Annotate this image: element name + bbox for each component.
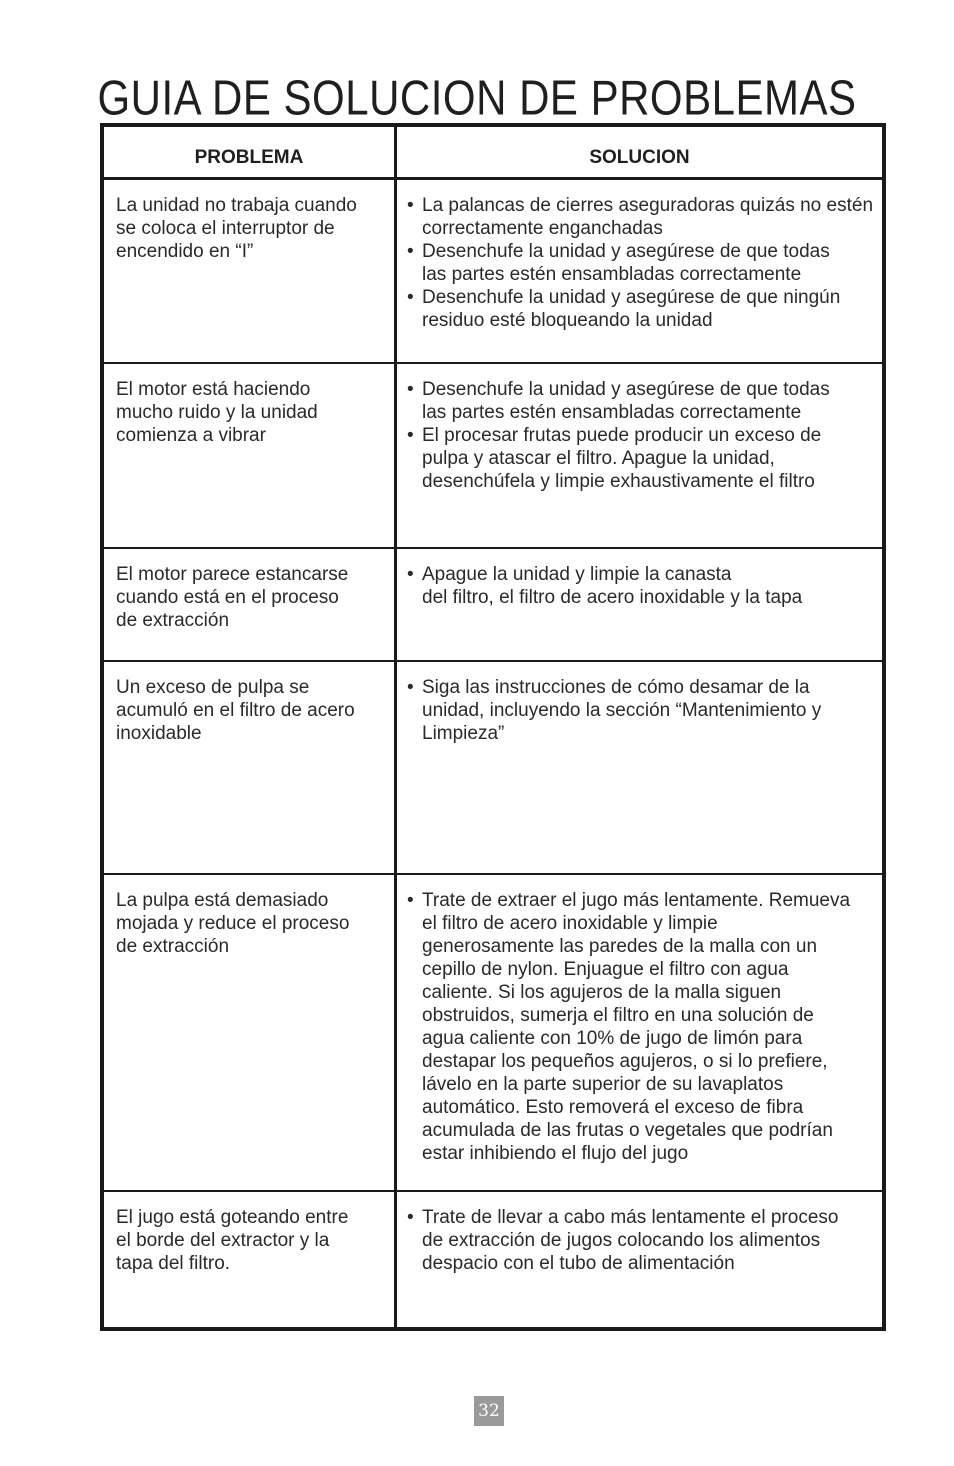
- solution-item: [407, 286, 873, 332]
- solution-cell: [407, 180, 873, 332]
- problem-cell: [116, 549, 376, 632]
- problem-text-line: de extracción: [116, 936, 230, 957]
- bullet-icon: •: [407, 1207, 414, 1228]
- problem-text-line: tapa del filtro.: [116, 1253, 231, 1274]
- problem-text-line: mojada y reduce el proceso: [116, 913, 350, 934]
- solution-cell: [407, 875, 873, 1165]
- solution-column-header: SOLUCION: [589, 147, 690, 168]
- solution-text-line: correctamente enganchadas: [422, 218, 663, 239]
- table-row: [104, 873, 882, 1190]
- solution-text-line: de extracción de jugos colocando los alimentos: [422, 1230, 821, 1251]
- problem-cell: [116, 1192, 376, 1275]
- solution-text-line: lávelo en la parte superior de su lavaplatos: [422, 1074, 784, 1095]
- problem-text-line: encendido en “I”: [116, 241, 254, 262]
- solution-cell: [407, 1192, 873, 1275]
- problem-text-line: El motor está haciendo: [116, 379, 311, 400]
- solution-cell: [407, 364, 873, 493]
- problem-text-line: se coloca el interruptor de: [116, 218, 335, 239]
- problem-text-line: acumuló en el filtro de acero: [116, 700, 355, 721]
- solution-text-line: destapar los pequeños agujeros, o si lo prefiere,: [422, 1051, 828, 1072]
- solution-item: [407, 424, 873, 493]
- solution-text-line: las partes estén ensambladas correctamente: [422, 402, 802, 423]
- bullet-icon: •: [407, 195, 414, 216]
- solution-item: [407, 194, 873, 240]
- table-row: [104, 660, 882, 873]
- solution-text-line: agua caliente con 10% de jugo de limón para: [422, 1028, 803, 1049]
- solution-text-line: Desenchufe la unidad y asegúrese de que todas: [422, 241, 830, 262]
- solution-text-line: del filtro, el filtro de acero inoxidable y la tapa: [422, 587, 803, 608]
- table-row: [104, 547, 882, 660]
- solution-cell: [407, 549, 873, 609]
- solution-text-line: cepillo de nylon. Enjuague el filtro con agua: [422, 959, 789, 980]
- bullet-icon: •: [407, 379, 414, 400]
- problem-cell: [116, 364, 376, 447]
- table-row: [104, 180, 882, 362]
- solution-text-line: acumulada de las frutas o vegetales que podrían: [422, 1120, 833, 1141]
- page-number: 32: [474, 1396, 504, 1426]
- solution-item: [407, 378, 873, 424]
- solution-text-line: El procesar frutas puede producir un exceso de: [422, 425, 822, 446]
- problem-cell: [116, 180, 376, 263]
- bullet-icon: •: [407, 425, 414, 446]
- problem-cell: [116, 875, 376, 958]
- solution-text-line: caliente. Si los agujeros de la malla siguen: [422, 982, 782, 1003]
- solution-text-line: Desenchufe la unidad y asegúrese de que todas: [422, 379, 830, 400]
- solution-text-line: automático. Esto removerá el exceso de fibra: [422, 1097, 804, 1118]
- problem-column-header: PROBLEMA: [194, 147, 304, 168]
- solution-text-line: desenchúfela y limpie exhaustivamente el filtro: [422, 471, 815, 492]
- solution-text-line: estar inhibiendo el flujo del jugo: [422, 1143, 689, 1164]
- solution-cell: [407, 662, 873, 745]
- solution-text-line: las partes estén ensambladas correctamente: [422, 264, 802, 285]
- solution-text-line: Apague la unidad y limpie la canasta: [422, 564, 732, 585]
- solution-text-line: Trate de llevar a cabo más lentamente el proceso: [422, 1207, 839, 1228]
- problem-text-line: El jugo está goteando entre: [116, 1207, 349, 1228]
- solution-item: [407, 563, 873, 609]
- bullet-icon: •: [407, 564, 414, 585]
- solution-item: [407, 889, 873, 1165]
- problem-text-line: El motor parece estancarse: [116, 564, 349, 585]
- page-title: GUIA DE SOLUCION DE PROBLEMAS: [97, 69, 857, 126]
- table-row: [104, 362, 882, 547]
- bullet-icon: •: [407, 677, 414, 698]
- solution-text-line: Limpieza”: [422, 723, 505, 744]
- solution-text-line: La palancas de cierres aseguradoras quizás no estén: [422, 195, 874, 216]
- problem-text-line: La unidad no trabaja cuando: [116, 195, 357, 216]
- problem-text-line: Un exceso de pulpa se: [116, 677, 310, 698]
- solution-text-line: Trate de extraer el jugo más lentamente. Remueva: [422, 890, 851, 911]
- problem-text-line: comienza a vibrar: [116, 425, 266, 446]
- solution-text-line: obstruidos, sumerja el filtro en una solución de: [422, 1005, 814, 1026]
- problem-cell: [116, 662, 376, 745]
- bullet-icon: •: [407, 287, 414, 308]
- bullet-icon: •: [407, 241, 414, 262]
- problem-text-line: el borde del extractor y la: [116, 1230, 330, 1251]
- solution-text-line: Siga las instrucciones de cómo desamar de la: [422, 677, 810, 698]
- solution-item: [407, 676, 873, 745]
- bullet-icon: •: [407, 890, 414, 911]
- solution-text-line: despacio con el tubo de alimentación: [422, 1253, 735, 1274]
- solution-text-line: pulpa y atascar el filtro. Apague la unidad,: [422, 448, 775, 469]
- problem-text-line: cuando está en el proceso: [116, 587, 339, 608]
- problem-text-line: mucho ruido y la unidad: [116, 402, 318, 423]
- solution-text-line: Desenchufe la unidad y asegúrese de que ningún: [422, 287, 841, 308]
- solution-text-line: unidad, incluyendo la sección “Mantenimiento y: [422, 700, 822, 721]
- problem-text-line: inoxidable: [116, 723, 202, 744]
- solution-text-line: generosamente las paredes de la malla con un: [422, 936, 818, 957]
- problem-text-line: La pulpa está demasiado: [116, 890, 329, 911]
- solution-item: [407, 240, 873, 286]
- solution-item: [407, 1206, 873, 1275]
- solution-text-line: el filtro de acero inoxidable y limpie: [422, 913, 718, 934]
- problem-text-line: de extracción: [116, 610, 230, 631]
- table-header: [104, 127, 882, 180]
- table-row: [104, 1190, 882, 1327]
- solution-text-line: residuo esté bloqueando la unidad: [422, 310, 713, 331]
- troubleshooting-table: [100, 123, 886, 1331]
